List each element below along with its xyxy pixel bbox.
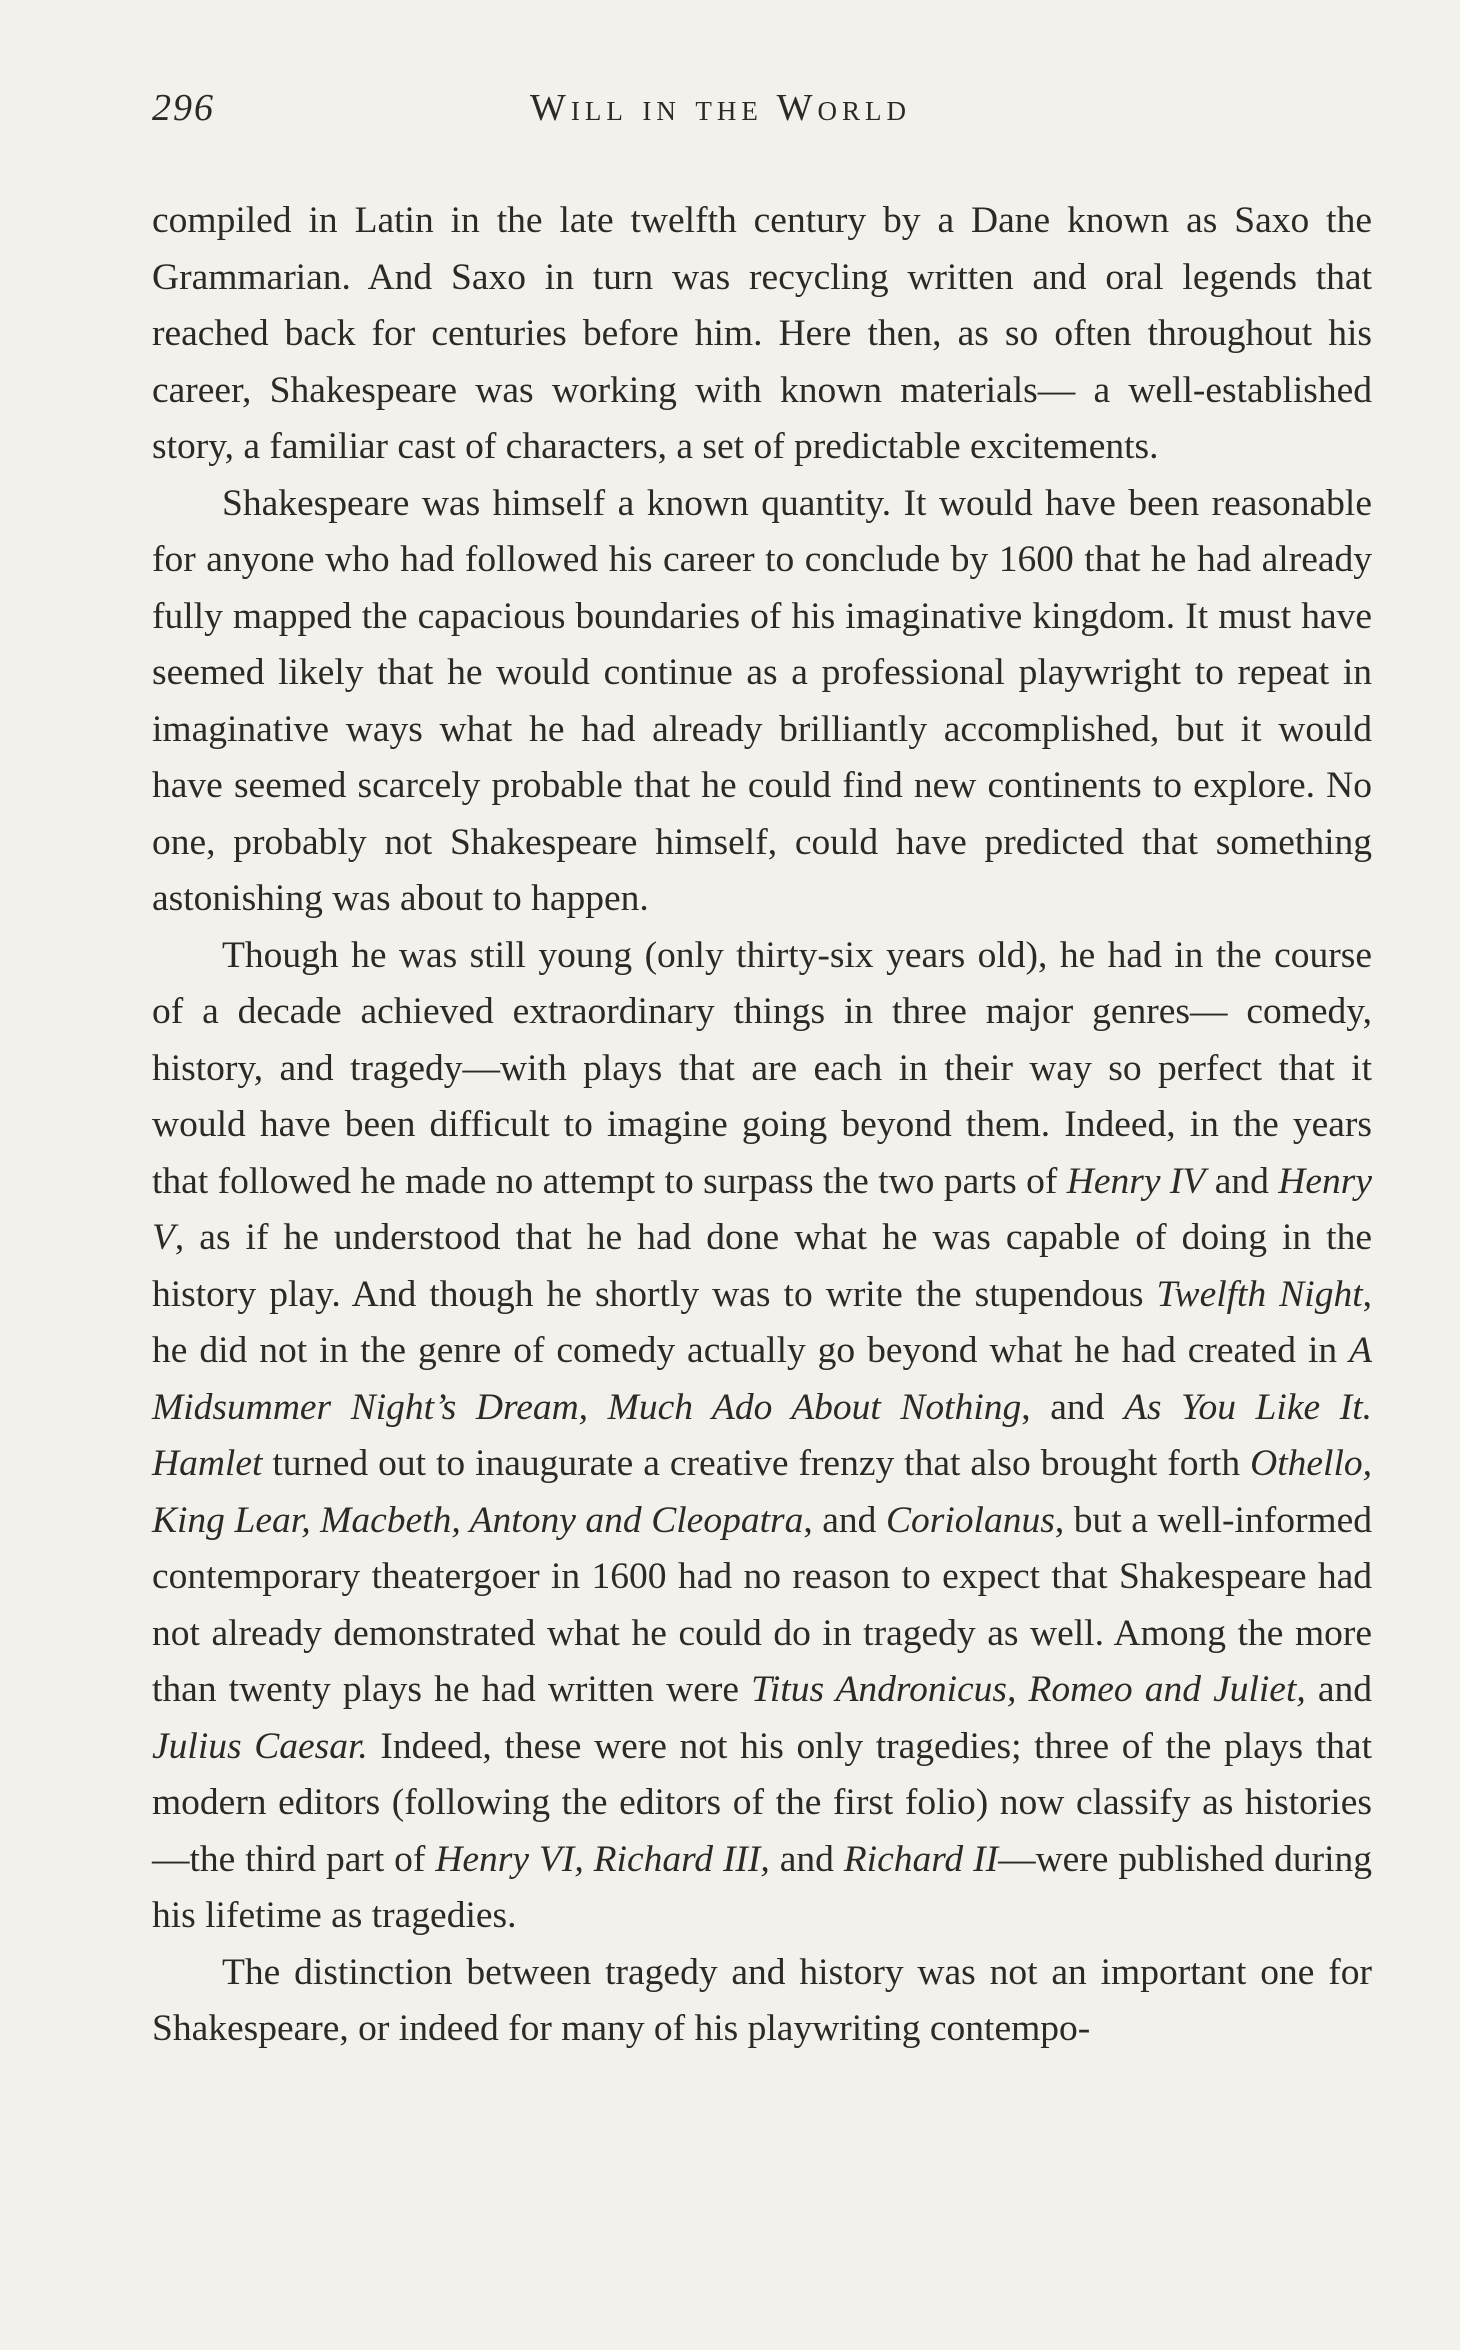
italic-title-text: Henry V bbox=[152, 1160, 1373, 1258]
text-run: Shakespeare was himself a known quantity. It would have been reasonable for anyone who had followed his career to conclude by 1600 that he had already fully mapped the capacious boundaries of his imaginative kingdom. It must have seemed likely that he would continue as a professional playwright to repeat in imaginative ways what he had already brilliantly accomplished, but it would have seemed scarcely probable that he could find new continents to explore. No one, probably not Shakespeare himself, could have predicted that something astonishing was about to happen. bbox=[152, 482, 1372, 919]
running-title: Will in the World bbox=[530, 87, 911, 129]
paragraph-1 bbox=[152, 193, 1372, 476]
text-run: , and bbox=[1021, 1386, 1124, 1428]
paragraph-3 bbox=[152, 928, 1372, 1945]
italic-title-text: Titus Andronicus, Romeo and Juliet, bbox=[751, 1669, 1306, 1710]
text-run: turned out to inaugurate a creative frenzy that also brought forth bbox=[262, 1443, 1251, 1484]
italic-title-text: Henry IV bbox=[1066, 1160, 1206, 1202]
text-run: —were published during his lifetime as tragedies. bbox=[152, 1838, 1372, 1936]
paragraph-4 bbox=[152, 1945, 1372, 2058]
text-run: , but a well-informed contemporary theatergoer in 1600 had no reason to expect that Shakespeare had not already demonstrated what he could do in tragedy as well. Among the more than twenty plays he had written were bbox=[152, 1499, 1372, 1710]
running-head bbox=[152, 86, 1372, 136]
italic-title-text: Twelfth Night bbox=[1156, 1273, 1363, 1315]
text-run: and bbox=[1305, 1669, 1372, 1710]
text-run: Though he was still young (only thirty-six years old), he had in the course of a decade achieved extraordinary things in three major genres— comedy, history, and tragedy—with plays that are each in their way so perfect that it would have been difficult to imagine going beyond them. Indeed, in the years that followed he made no attempt to surpass the two parts of bbox=[152, 934, 1372, 1202]
body-text bbox=[152, 193, 1372, 2058]
italic-title-text: Richard II bbox=[843, 1838, 999, 1880]
italic-title-text: Othello, King Lear, Macbeth, Antony and Cleopatra bbox=[152, 1443, 1372, 1541]
text-run: The distinction between tragedy and history was not an important one for Shakespeare, or indeed for many of his playwriting contempo- bbox=[152, 1951, 1372, 2049]
text-run: , as if he understood that he had done what he was capable of doing in the history play. And though he shortly was to write the stupendous bbox=[152, 1217, 1372, 1315]
italic-title-text: A Midsummer Night’s Dream, Much Ado About Nothing bbox=[152, 1330, 1372, 1428]
text-run: and bbox=[1205, 1160, 1279, 1202]
text-run: , he did not in the genre of comedy actually go beyond what he had created in bbox=[152, 1273, 1372, 1371]
page-number: 296 bbox=[152, 87, 215, 129]
italic-title-text: Coriolanus bbox=[886, 1499, 1055, 1541]
italic-title-text: Julius Caesar. bbox=[152, 1725, 368, 1767]
text-run: Indeed, these were not his only tragedies; three of the plays that modern editors (following the editors of the first folio) now classify as histories—the third part of bbox=[152, 1725, 1372, 1880]
paragraph-2 bbox=[152, 476, 1372, 928]
text-run: and bbox=[769, 1838, 844, 1880]
italic-title-text: As You Like It. Hamlet bbox=[152, 1386, 1372, 1484]
text-run: compiled in Latin in the late twelfth century by a Dane known as Saxo the Grammarian. And Saxo in turn was recycling written and oral legends that reached back for centuries before him. Here then, as so often throughout his career, Shakespeare was working with known materials— a well-established story, a familiar cast of characters, a set of predictable excitements. bbox=[152, 200, 1372, 467]
text-run: , and bbox=[803, 1499, 887, 1541]
italic-title-text: Henry VI, Richard III, bbox=[435, 1838, 770, 1880]
